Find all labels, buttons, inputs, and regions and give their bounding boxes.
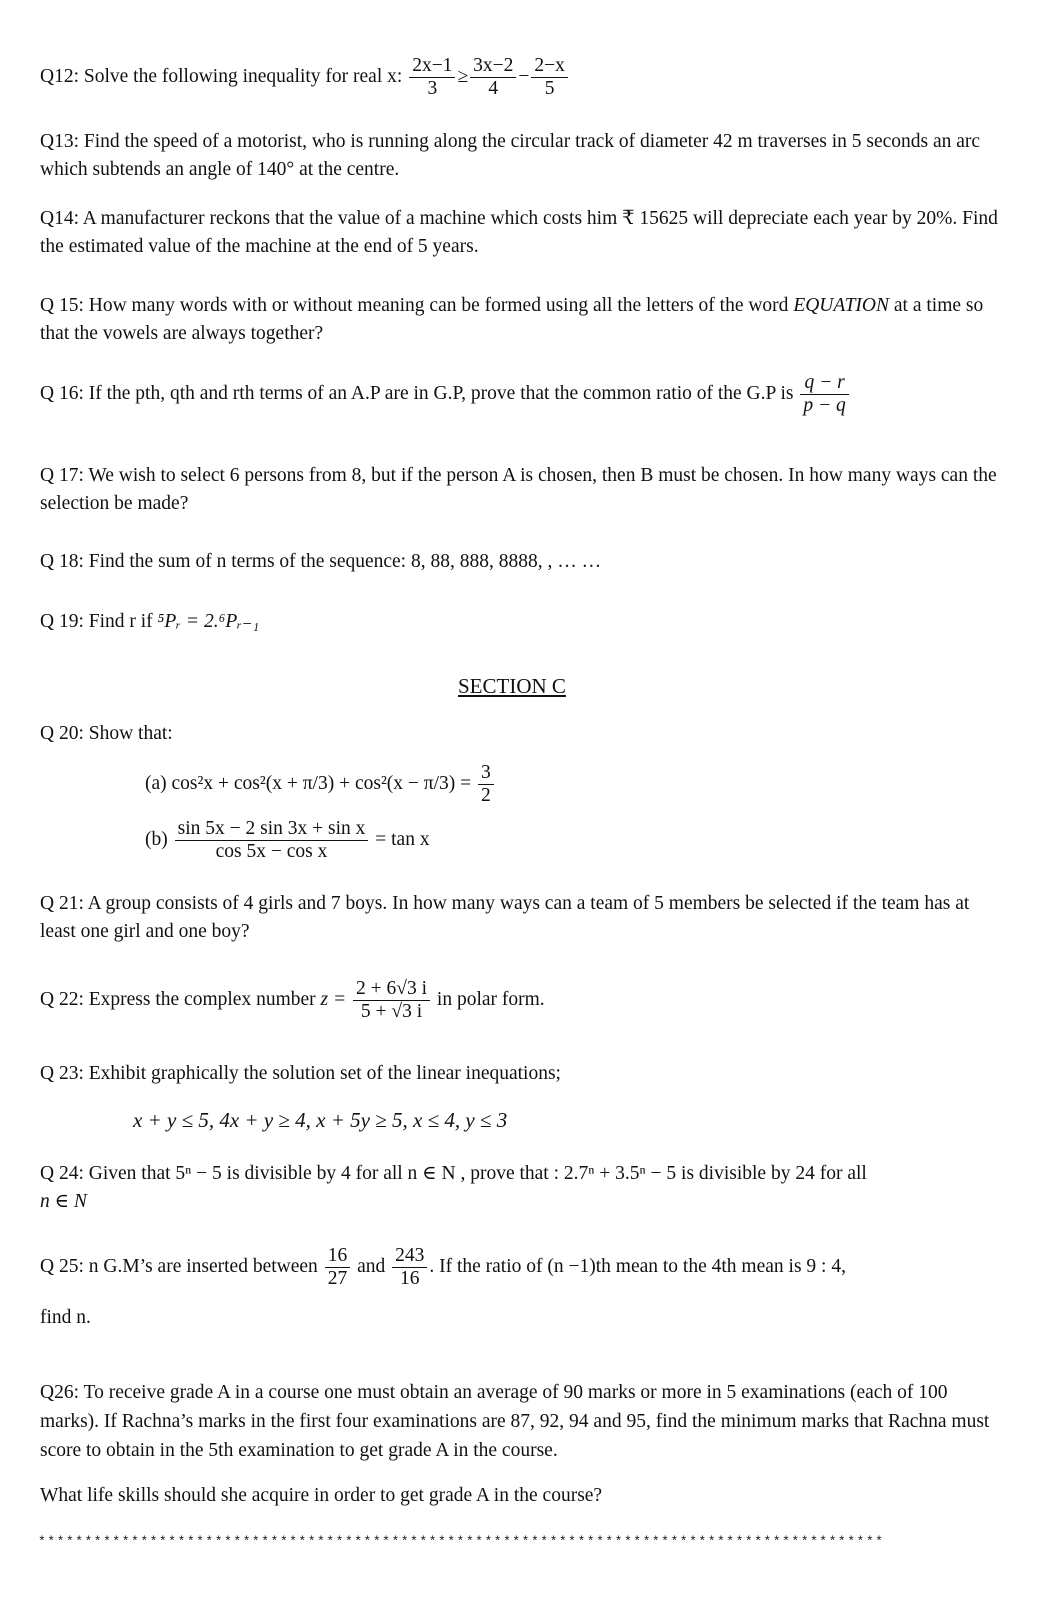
q20-b-den: cos 5x − cos x <box>215 841 328 862</box>
q20-b-label: (b) <box>145 828 168 850</box>
question-22 <box>40 978 1005 1023</box>
question-17: Q 17: We wish to select 6 persons from 8, but if the person A is chosen, then B must be chosen. In how many ways can the selection be made? <box>40 465 997 514</box>
q25-post: . If the ratio of (n −1)th mean to the 4th mean is 9 : 4, <box>429 1255 846 1277</box>
q20-a-expr: cos²x + cos²(x + π/3) + cos²(x − π/3) = <box>171 772 472 794</box>
q25-fraction-1 <box>325 1245 351 1290</box>
q20-a-label: (a) <box>145 772 167 794</box>
q12-fraction-1 <box>409 55 455 100</box>
q25-fraction-2 <box>392 1245 427 1290</box>
q12-op2: − <box>518 65 530 87</box>
q20-part-a <box>145 762 496 807</box>
question-21: Q 21: A group consists of 4 girls and 7 boys. In how many ways can a team of 5 members be selected if the team has at least one girl and one boy? <box>40 893 970 942</box>
q12-text: Q12: Solve the following inequality for real x: <box>40 65 403 87</box>
q25-and: and <box>357 1255 386 1277</box>
q22-fraction <box>353 978 430 1023</box>
q12-f3-num: 2−x <box>531 55 568 78</box>
q12-f1-den: 3 <box>427 78 438 99</box>
q25-f2-den: 16 <box>399 1268 420 1289</box>
question-18: Q 18: Find the sum of n terms of the sequence: 8, 88, 888, 8888, , … … <box>40 551 602 572</box>
q25-pre: Q 25: n G.M’s are inserted between <box>40 1255 318 1277</box>
q20-a-den: 2 <box>481 785 491 806</box>
q25-tail: find n. <box>40 1307 91 1328</box>
q19-text: Q 19: Find r if <box>40 611 153 632</box>
question-26: Q26: To receive grade A in a course one must obtain an average of 90 marks or more in 5 examinations (each of 100 marks). If Rachna’s marks in the first four examinations are 87, 92, 94 and 95, find the minimum marks that Rachna must score to obtain in the 5th examination to get grade A in the course. <box>40 1382 990 1461</box>
footer-divider: ******************************************************************************************* <box>38 1534 885 1549</box>
question-20: Q 20: Show that: <box>40 723 173 744</box>
q25-f1-num: 16 <box>325 1245 351 1268</box>
question-15 <box>40 292 1005 348</box>
question-25 <box>40 1245 1005 1290</box>
q26-life-skills: What life skills should she acquire in order to get grade A in the course? <box>40 1485 603 1506</box>
question-13: Q13: Find the speed of a motorist, who is running along the circular track of diameter 42 m traverses in 5 seconds an arc which subtends an angle of 140° at the centre. <box>40 131 981 180</box>
q20-part-b <box>145 818 430 863</box>
question-16 <box>40 372 1005 417</box>
q20-a-fraction <box>478 762 494 807</box>
question-14: Q14: A manufacturer reckons that the value of a machine which costs him ₹ 15625 will depreciate each year by 20%. Find the estimated value of the machine at the end of 5 years. <box>40 208 998 257</box>
question-24 <box>40 1160 1005 1216</box>
q22-rest: in polar form. <box>436 988 545 1010</box>
q12-fraction-2 <box>470 55 516 100</box>
q15-word: EQUATION <box>793 295 890 316</box>
q16-num: q − r <box>800 372 848 395</box>
q22-num: 2 + 6√3 i <box>353 978 430 1001</box>
q20-b-rhs: = tan x <box>375 828 430 850</box>
q12-f1-num: 2x−1 <box>409 55 455 78</box>
q15-text: Q 15: How many words with or without meaning can be formed using all the letters of the word <box>40 295 789 316</box>
q16-den: p − q <box>803 395 846 416</box>
q12-op1: ≥ <box>457 65 469 87</box>
q22-text: Q 22: Express the complex number <box>40 988 316 1010</box>
q20-b-num: sin 5x − 2 sin 3x + sin x <box>175 818 369 841</box>
q16-fraction <box>800 372 848 417</box>
q12-fraction-3 <box>531 55 568 100</box>
q25-f1-den: 27 <box>327 1268 348 1289</box>
question-23: Q 23: Exhibit graphically the solution set of the linear inequations; <box>40 1063 561 1084</box>
q24-text: Q 24: Given that 5ⁿ − 5 is divisible by 4 for all n ∈ N , prove that : 2.7ⁿ + 3.5ⁿ − 5 is divisible by 24 for all <box>40 1163 867 1184</box>
q23-inequations: x + y ≤ 5, 4x + y ≥ 4, x + 5y ≥ 5, x ≤ 4, y ≤ 3 <box>133 1108 508 1132</box>
q25-f2-num: 243 <box>392 1245 427 1268</box>
section-title: SECTION C <box>458 674 566 698</box>
question-19 <box>40 608 1005 636</box>
q24-tail: n ∈ N <box>40 1191 87 1212</box>
q19-expr: ⁵Pᵣ = 2.⁶Pᵣ₋₁ <box>157 611 260 632</box>
question-12 <box>40 55 1005 100</box>
q20-b-fraction <box>175 818 369 863</box>
q20-a-num: 3 <box>478 762 494 785</box>
q12-f2-den: 4 <box>488 78 499 99</box>
q22-den: 5 + √3 i <box>360 1001 423 1022</box>
q16-text: Q 16: If the pth, qth and rth terms of an A.P are in G.P, prove that the common ratio of the G.P is <box>40 382 794 404</box>
q12-f3-den: 5 <box>544 78 555 99</box>
q22-lhs: z = <box>320 988 347 1010</box>
q12-f2-num: 3x−2 <box>470 55 516 78</box>
q15-rest: at a time so that the vowels are always together? <box>40 295 984 344</box>
